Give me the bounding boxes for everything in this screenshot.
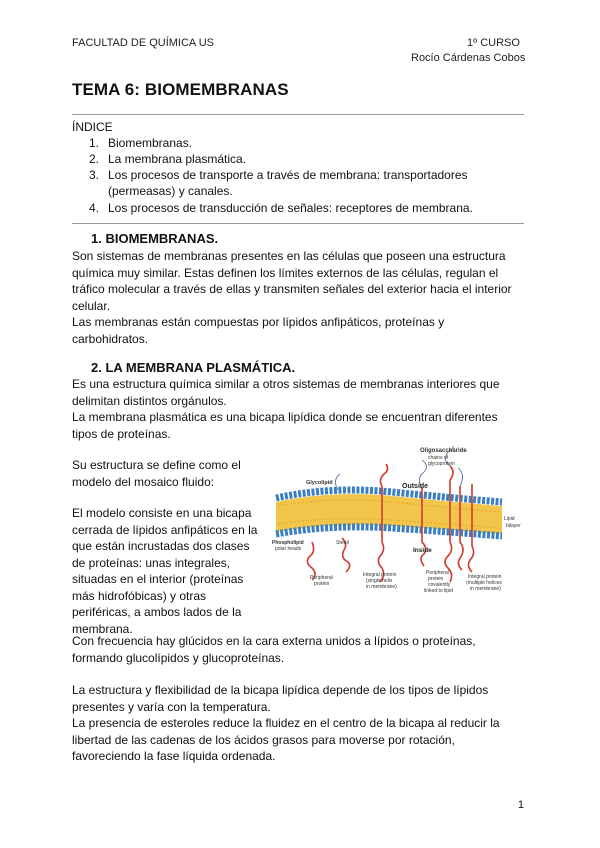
index-item [89, 151, 519, 168]
header-course: 1º CURSO [467, 37, 520, 49]
index-item-number: 4. [89, 201, 100, 215]
label-integral: Integral protein [363, 572, 397, 578]
index-item [89, 135, 519, 152]
index-item-text: (permeasas) y canales. [108, 184, 233, 198]
bilayer-flexibility-paragraph [72, 682, 524, 765]
index-item-number: 2. [89, 152, 100, 166]
label-bilayer: Lipid [504, 516, 515, 522]
index-label: ÍNDICE [72, 120, 113, 134]
text-line: de proteínas: unas integrales, [72, 555, 231, 570]
label-peripheral: Peripheral [310, 575, 333, 581]
index-divider [72, 223, 524, 224]
text-line: La estructura y flexibilidad de la bicapa lipídica depende de los tipos de lípidos [72, 683, 489, 697]
label-sterol: Sterol [336, 540, 350, 546]
header-faculty: FACULTAD DE QUÍMICA US [72, 37, 215, 49]
text-line: química muy similar. Estas definen los límites externos de las células, regulan el [72, 265, 499, 280]
label-covalent: linked to lipid [424, 588, 453, 594]
text-line: Son sistemas de membranas presentes en las células que poseen una estructura [72, 249, 506, 263]
label-multi-integral: in membrane) [470, 586, 501, 592]
text-line: membrana. [72, 621, 133, 636]
text-line: Las membranas están compuestas por lípidos anfipáticos, proteínas y [72, 315, 445, 329]
text-line: periféricas, a ambos lados de la [72, 605, 242, 619]
index-item [89, 200, 519, 217]
text-line: cerrada de lípidos anfipáticos en la [72, 522, 258, 537]
text-line: que están incrustadas dos clases [72, 539, 250, 553]
section1-heading: 1. BIOMEMBRANAS. [91, 231, 219, 246]
label-outside: Outside [402, 483, 429, 490]
label-multi-integral: (multiple helices [466, 580, 502, 586]
text-line: modelo del mosaico fluido: [72, 474, 215, 489]
index-item-number: 3. [89, 168, 100, 182]
text-line: tráfico molecular a través de ellas y transmiten señales del exterior hacia el interior [72, 282, 512, 296]
label-bilayer: bilayer [506, 523, 521, 529]
text-line: delimitan distintos orgánulos. [72, 393, 227, 408]
lipid-bilayer [276, 490, 502, 536]
label-inside: Inside [413, 547, 432, 554]
text-line: formando glucolípidos y glucoproteínas. [72, 650, 285, 665]
section2-intro [72, 376, 524, 442]
text-line: presentes y varía con la temperatura. [72, 699, 271, 714]
fluid-mosaic-description [72, 505, 267, 637]
label-peripheral: protein [314, 581, 330, 587]
text-line: libertad de las cadenas de los ácidos grasos para moverse por rotación, [72, 732, 455, 747]
text-line: carbohidratos. [72, 331, 149, 346]
index-item-text: Los procesos de transducción de señales: receptores de membrana. [108, 201, 473, 215]
text-line: favoreciendo la fase líquida ordenada. [72, 749, 276, 763]
index-item-text: La membrana plasmática. [108, 152, 247, 166]
label-phospholipid: polar heads [275, 546, 302, 552]
label-glycolipid: Glycolipid [306, 480, 333, 486]
text-line: tipos de proteínas. [72, 426, 171, 441]
page-title: TEMA 6: BIOMEMBRANAS [72, 80, 289, 99]
index-item-text: Biomembranas. [108, 136, 193, 150]
section2-heading: 2. LA MEMBRANA PLASMÁTICA. [91, 360, 296, 375]
text-line: celular. [72, 298, 111, 313]
label-covalent: protein [428, 576, 444, 582]
page-number: 1 [517, 799, 524, 811]
text-line: Con frecuencia hay glúcidos en la cara externa unidos a lípidos o proteínas, [72, 634, 476, 648]
label-phospholipid: Phospholipid [272, 540, 304, 546]
text-line: situadas en el interior (proteínas [72, 572, 244, 586]
section1-paragraph [72, 248, 524, 347]
index-item-number: 1. [89, 136, 100, 150]
label-covalent: Peripheral [426, 570, 449, 576]
label-oligosaccharide: Oligosaccharide [420, 448, 467, 454]
label-integral: (single helix [366, 578, 393, 584]
text-line: Es una estructura química similar a otros sistemas de membranas interiores que [72, 377, 500, 391]
header-author: Rocío Cárdenas Cobos [411, 52, 526, 64]
label-oligosaccharide: glycoprotein [428, 461, 455, 467]
glycocalyx-paragraph [72, 633, 524, 666]
label-covalent: covalently [428, 582, 451, 588]
label-integral: in membrane) [366, 584, 397, 590]
label-multi-integral: Integral protein [468, 574, 502, 580]
fluid-mosaic-intro [72, 457, 267, 490]
text-line: más hidrofóbicas) y otras [72, 588, 207, 603]
index-item [89, 167, 519, 200]
title-divider [72, 114, 524, 115]
text-line: El modelo consiste en una bicapa [72, 506, 252, 520]
text-line: Su estructura se define como el [72, 458, 241, 472]
label-oligosaccharide: chains of [428, 455, 449, 461]
membrane-diagram [272, 446, 524, 598]
text-line: La presencia de esteroles reduce la fluidez en el centro de la bicapa al reducir la [72, 716, 500, 730]
index-item-text: Los procesos de transporte a través de membrana: transportadores [108, 168, 468, 182]
text-line: La membrana plasmática es una bicapa lipídica donde se encuentran diferentes [72, 410, 498, 424]
